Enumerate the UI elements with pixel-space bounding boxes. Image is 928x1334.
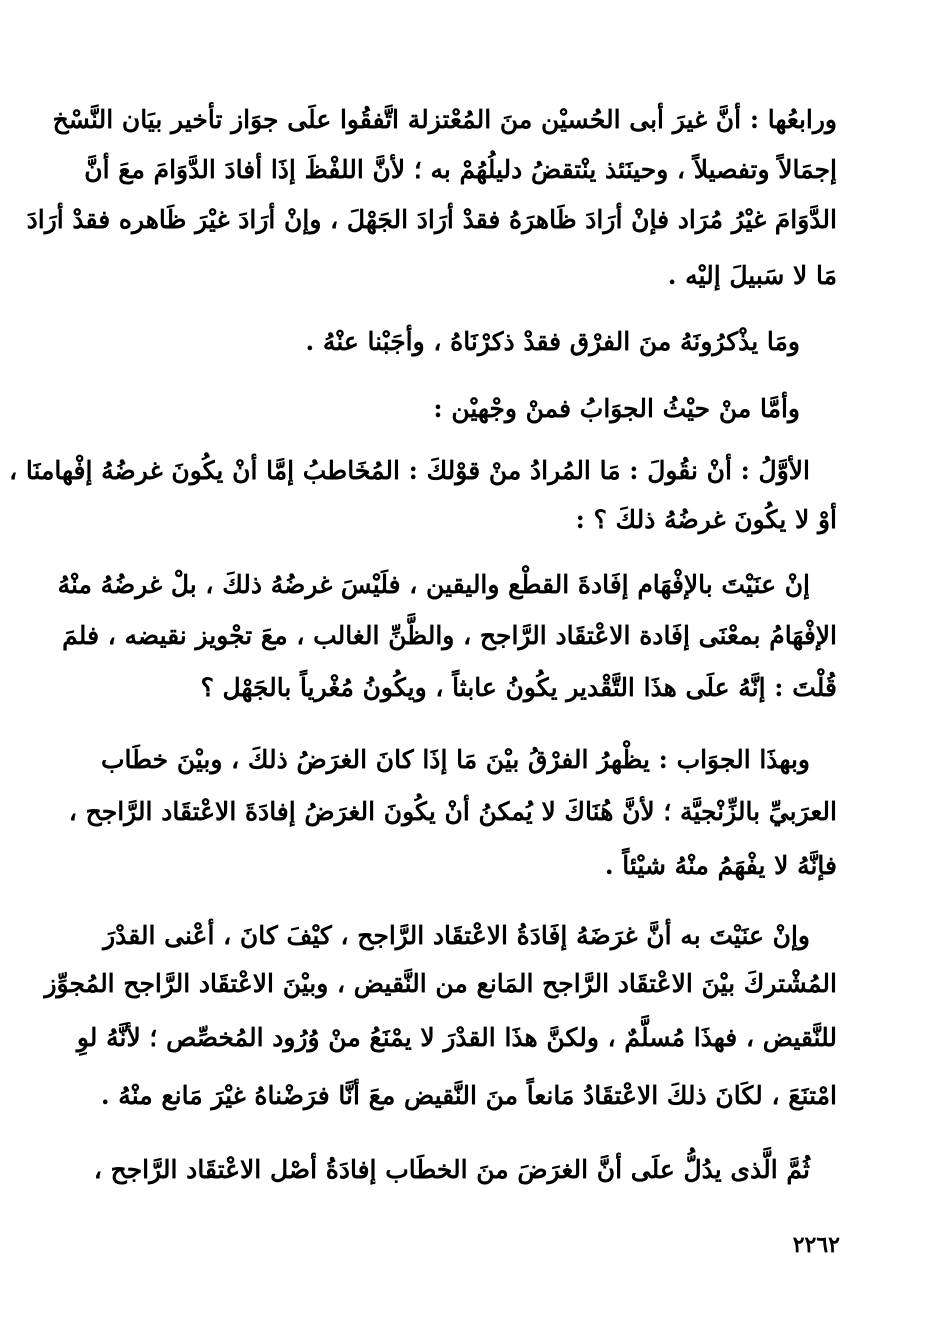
text-line: المُشْتركَ بيْنَ الاعْتقَاد الرَّاجح المَانع من النَّقيض ، وبيْنَ الاعْتقَاد الرَّاجح المُجوِّز xyxy=(44,969,837,998)
text-line: امْتنَعَ ، لكَانَ ذلكَ الاعْتقَادُ مَانعاً منَ النَّقيض معَ أنَّا فرَضْناهُ غيْرَ مَانع منْهُ . xyxy=(100,1081,837,1110)
text-line: الإفْهَامُ بمعْنَى إفَادة الاعْتقَاد الرَّاجح ، والظَّنِّ الغالب ، معَ تجْويز نقيضه ، فلمَ xyxy=(62,621,837,650)
text-line: ثُمَّ الَّذى يدُلُّ علَى أنَّ الغرَضَ منَ الخطَاب إفادَةُ أصْل الاعْتقَاد الرَّاجح ، xyxy=(93,1155,810,1184)
text-line: وإنْ عنَيْتَ به أنَّ غرَضَهُ إفَادَةُ الاعْتقَاد الرَّاجح ، كيْفَ كانَ ، أعْنى القدْرَ xyxy=(103,921,810,950)
text-line: قُلْتَ : إنَّهُ علَى هذَا التَّقْدير يكُونُ عابثاً ، ويكُونُ مُغْرياً بالجَهْل ؟ xyxy=(200,673,837,702)
text-line: الدَّوَامَ غيْرُ مُرَاد فإنْ أرَادَ ظَاهرَهُ فقدْ أرَادَ الجَهْلَ ، وإنْ أرَادَ غيْرَ ظَاهره فقدْ أرَادَ xyxy=(26,205,837,234)
text-line: الأوَّلُ : أنْ نقُولَ : مَا المُرادُ منْ قوْلكَ : المُخَاطبُ إمَّا أنْ يكُونَ غرضُهُ إفْهامنَا ، xyxy=(9,456,810,485)
text-line: إجمَالاً وتفصيلاً ، وحينَئذ ينْتقضُ دليلُهُمْ به ؛ لأنَّ اللفْظَ إذَا أفادَ الدَّوَامَ معَ أنَّ xyxy=(84,155,837,184)
text-line: وأمَّا منْ حيْثُ الجوَابُ فمنْ وجْهيْن : xyxy=(433,394,800,423)
text-line: للنَّقيض ، فهذَا مُسلَّمٌ ، ولكنَّ هذَا القدْرَ لا يمْنَعُ منْ وُرُود المُخصِّص ؛ لأنَّهُ لوِ xyxy=(76,1023,837,1052)
text-line: إنْ عنَيْتَ بالإفْهَام إفَادةَ القطْع واليقين ، فلَيْسَ غرضُهُ ذلكَ ، بلْ غرضُهُ منْهُ xyxy=(57,570,810,599)
text-line: فإنَّهُ لا يفْهَمُ منْهُ شيْئاً . xyxy=(604,851,837,880)
text-line: مَا لا سَبيلَ إليْه . xyxy=(667,261,837,290)
text-line: أوْ لا يكُونَ غرضُهُ ذلكَ ؟ : xyxy=(575,505,837,534)
text-line: ورابعُها : أنَّ غيرَ أبى الحُسيْن منَ المُعْتزلة اتَّفقُوا علَى جوَاز تأخير بيَان النَّسْخ xyxy=(52,105,837,134)
text-line: العرَبيِّ بالزِّنْجيَّة ؛ لأنَّ هُنَاكَ لا يُمكنُ أنْ يكُونَ الغرَضُ إفادَةَ الاعْتقَاد الرَّاجح ، xyxy=(68,797,837,826)
text-line: وبهذَا الجوَاب : يظْهرُ الفرْقُ بيْنَ مَا إذَا كانَ الغرَضُ ذلكَ ، وبيْنَ خطَاب xyxy=(101,745,810,774)
text-line: ومَا يذْكرُونَهُ منَ الفرْق فقدْ ذكرْنَاهُ ، وأجَبْنا عنْهُ . xyxy=(305,327,800,356)
page-number: ٢٢٦٢ xyxy=(792,1232,840,1258)
